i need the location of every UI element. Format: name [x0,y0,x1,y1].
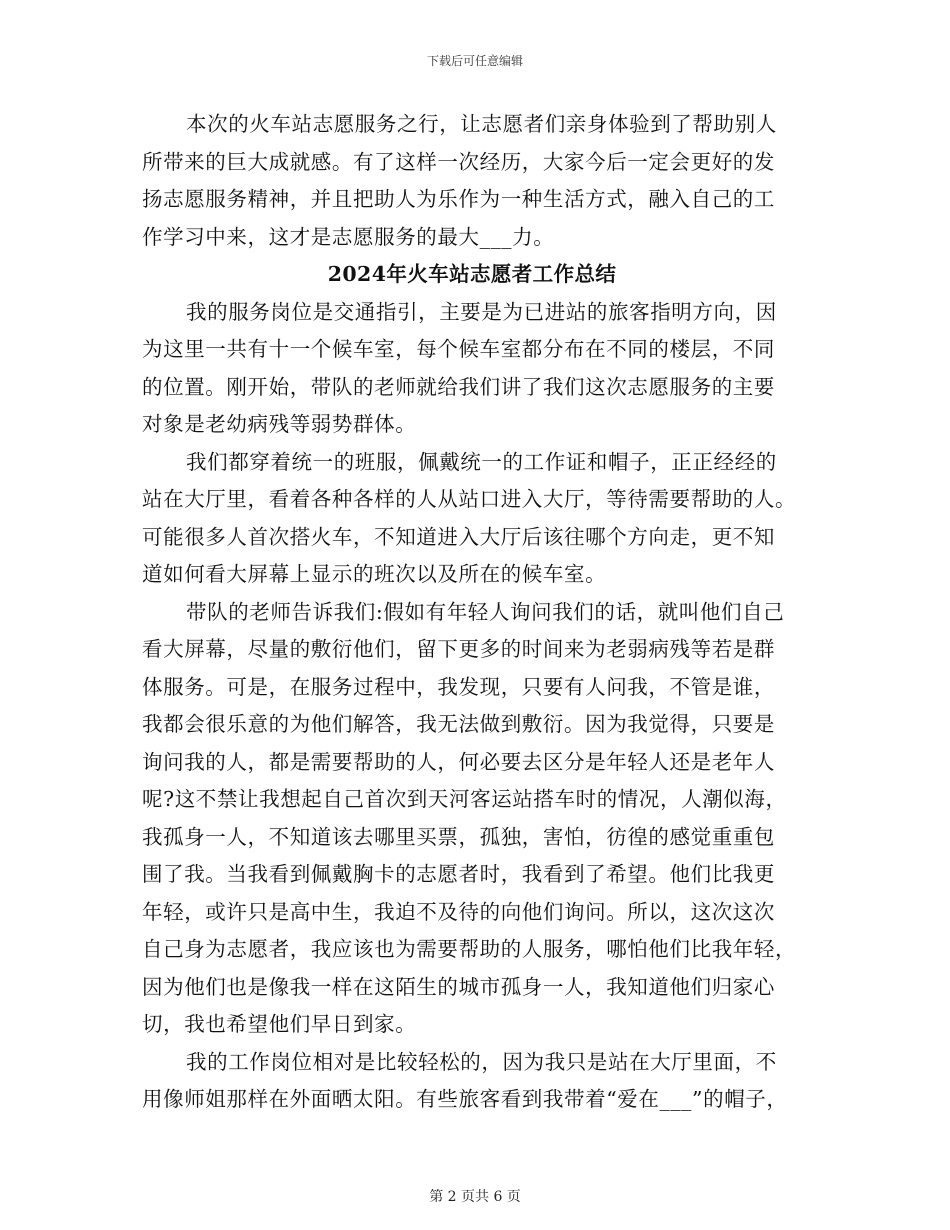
page-footer: 第 2 页共 6 页 [429,1189,521,1205]
paragraph-line: 扬志愿服务精神，并且把助人为乐作为一种生活方式，融入自己的工 [142,187,775,211]
paragraph-line: 因为他们也是像我一样在这陌生的城市孤身一人，我知道他们归家心 [142,974,775,999]
paragraph-line: 围了我。当我看到佩戴胸卡的志愿者时，我看到了希望。他们比我更 [142,862,775,886]
paragraph-line: 道如何看大屏幕上显示的班次以及所在的候车室。 [142,562,607,586]
paragraph-line: 作学习中来，这才是志愿服务的最大___力。 [142,224,555,249]
paragraph-line: 我的服务岗位是交通指引，主要是为已进站的旅客指明方向，因 [186,299,777,324]
paragraph-line: 本次的火车站志愿服务之行，让志愿者们亲身体验到了帮助别人 [186,112,777,136]
paragraph-line: 询问我的人，都是需要帮助的人，何必要去区分是年轻人还是老年人 [142,749,775,774]
paragraph-line: 为这里一共有十一个候车室，每个候车室都分布在不同的楼层，不同 [142,337,775,361]
document-body [142,106,812,1119]
paragraph-line: 用像师姐那样在外面晒太阳。有些旅客看到我带着“爱在___”的帽子， [142,1087,788,1111]
paragraph-line: 年轻，或许只是高中生，我迫不及待的向他们询问。所以，这次这次 [142,899,775,924]
paragraph-line: 我都会很乐意的为他们解答，我无法做到敷衍。因为我觉得，只要是 [142,712,775,736]
paragraph-line: 我们都穿着统一的班服，佩戴统一的工作证和帽子，正正经经的 [186,449,777,474]
paragraph-line: 的位置。刚开始，带队的老师就给我们讲了我们这次志愿服务的主要 [142,374,775,399]
paragraph-line: 我的工作岗位相对是比较轻松的，因为我只是站在大厅里面，不 [186,1049,777,1074]
paragraph-line: 切，我也希望他们早日到家。 [142,1012,417,1036]
paragraph-line: 体服务。可是，在服务过程中，我发现，只要有人问我，不管是谁， [142,674,775,699]
paragraph-line: 带队的老师告诉我们:假如有年轻人询问我们的话，就叫他们自己 [186,599,785,624]
paragraph-line: 看大屏幕，尽量的敷衍他们，留下更多的时间来为老弱病残等若是群 [142,637,775,661]
section-title: 2024年火车站志愿者工作总结 [327,262,617,286]
paragraph-line: 我孤身一人，不知道该去哪里买票，孤独，害怕，彷徨的感觉重重包 [142,824,775,849]
paragraph-line: 自己身为志愿者，我应该也为需要帮助的人服务，哪怕他们比我年轻， [142,937,797,961]
paragraph-line: 呢?这不禁让我想起自己首次到天河客运站搭车时的情况，人潮似海， [142,787,787,811]
paragraph-line: 所带来的巨大成就感。有了这样一次经历，大家今后一定会更好的发 [142,149,775,174]
paragraph-line: 站在大厅里，看着各种各样的人从站口进入大厅，等待需要帮助的人。 [142,487,797,511]
page-header: 下载后可任意编辑 [426,54,523,68]
paragraph-line: 可能很多人首次搭火车，不知道进入大厅后该往哪个方向走，更不知 [142,524,775,549]
paragraph-line: 对象是老幼病残等弱势群体。 [142,412,417,436]
